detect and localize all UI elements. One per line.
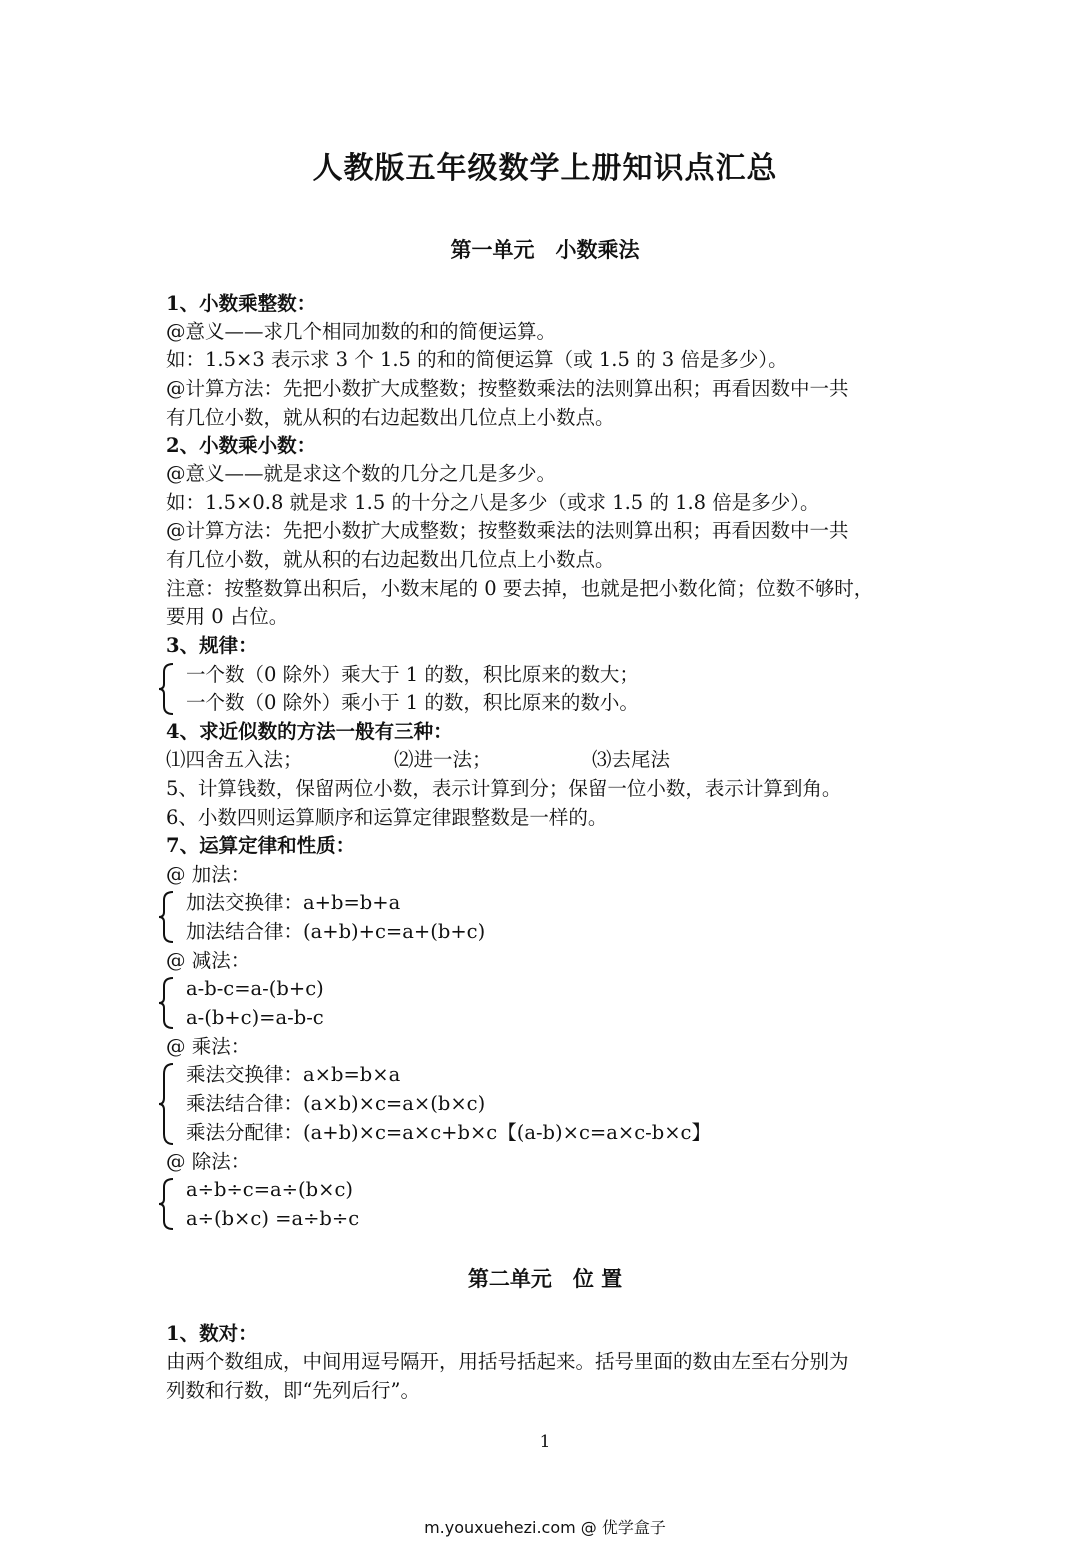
formula-line: 乘法交换律：a×b=b×a xyxy=(186,1063,401,1086)
unit1-title: 第一单元 小数乘法 xyxy=(450,237,640,262)
text-line: 如：1.5×3 表示求 3 个 1.5 的和的简便运算（或 1.5 的 3 倍是多少）。 xyxy=(166,348,788,371)
text-line: @计算方法：先把小数扩大成整数；按整数乘法的法则算出积；再看因数中一共 xyxy=(166,377,849,400)
brace-icon xyxy=(156,1062,176,1146)
formula-line: a÷(b×c) =a÷b÷c xyxy=(186,1207,360,1230)
unit2-title: 第二单元 位 置 xyxy=(467,1266,623,1291)
brace-icon xyxy=(156,890,176,944)
formula-line: a÷b÷c=a÷(b×c) xyxy=(186,1178,353,1201)
method-3: ⑶去尾法 xyxy=(592,748,671,771)
formula-line: a-(b+c)=a-b-c xyxy=(186,1006,324,1029)
section-heading: 2、小数乘小数： xyxy=(166,434,317,457)
text-line: 有几位小数，就从积的右边起数出几位点上小数点。 xyxy=(166,548,615,571)
text-line: 6、小数四则运算顺序和运算定律跟整数是一样的。 xyxy=(166,806,608,829)
text-line: 列数和行数，即“先列后行”。 xyxy=(166,1379,420,1402)
subheading-multiplication: @ 乘法： xyxy=(166,1035,251,1058)
formula-line: 乘法结合律：(a×b)×c=a×(b×c) xyxy=(186,1092,486,1115)
text-line: 有几位小数，就从积的右边起数出几位点上小数点。 xyxy=(166,406,615,429)
subheading-division: @ 除法： xyxy=(166,1150,251,1173)
formula-line: 乘法分配律：(a+b)×c=a×c+b×c【(a-b)×c=a×c-b×c】 xyxy=(186,1121,711,1144)
section-heading: 3、规律： xyxy=(166,634,258,657)
footer-watermark: m.youxuehezi.com @ 优学盒子 xyxy=(424,1518,666,1537)
text-line: @意义——就是求这个数的几分之几是多少。 xyxy=(166,462,557,485)
brace-icon xyxy=(156,662,176,716)
text-line: 5、计算钱数，保留两位小数，表示计算到分；保留一位小数，表示计算到角。 xyxy=(166,777,842,800)
text-line: @意义——求几个相同加数的和的简便运算。 xyxy=(166,320,557,343)
text-line: 注意：按整数算出积后，小数末尾的 0 要去掉，也就是把小数化简；位数不够时， xyxy=(166,577,874,600)
brace-icon xyxy=(156,976,176,1030)
formula-line: a-b-c=a-(b+c) xyxy=(186,977,324,1000)
method-1: ⑴四舍五入法； xyxy=(166,748,303,771)
formula-line: 加法交换律：a+b=b+a xyxy=(186,891,401,914)
brace-icon xyxy=(156,1177,176,1231)
section-heading: 1、数对： xyxy=(166,1322,258,1345)
section-heading: 7、运算定律和性质： xyxy=(166,834,356,857)
subheading-subtraction: @ 减法： xyxy=(166,949,251,972)
text-line: 如：1.5×0.8 就是求 1.5 的十分之八是多少（或求 1.5 的 1.8 倍是多少）。 xyxy=(166,491,820,514)
page-number: 1 xyxy=(539,1432,551,1452)
formula-line: 加法结合律：(a+b)+c=a+(b+c) xyxy=(186,920,486,943)
text-line: 由两个数组成，中间用逗号隔开，用括号括起来。括号里面的数由左至右分别为 xyxy=(166,1350,849,1373)
text-line: 要用 0 占位。 xyxy=(166,605,289,628)
text-line: 一个数（0 除外）乘小于 1 的数，积比原来的数小。 xyxy=(186,691,639,714)
text-line: 一个数（0 除外）乘大于 1 的数，积比原来的数大； xyxy=(186,663,639,686)
method-2: ⑵进一法； xyxy=(394,748,492,771)
section-heading: 1、小数乘整数： xyxy=(166,292,317,315)
subheading-addition: @ 加法： xyxy=(166,863,251,886)
text-line: @计算方法：先把小数扩大成整数；按整数乘法的法则算出积；再看因数中一共 xyxy=(166,519,849,542)
section-heading: 4、求近似数的方法一般有三种： xyxy=(166,720,453,743)
document-title: 人教版五年级数学上册知识点汇总 xyxy=(312,151,778,186)
